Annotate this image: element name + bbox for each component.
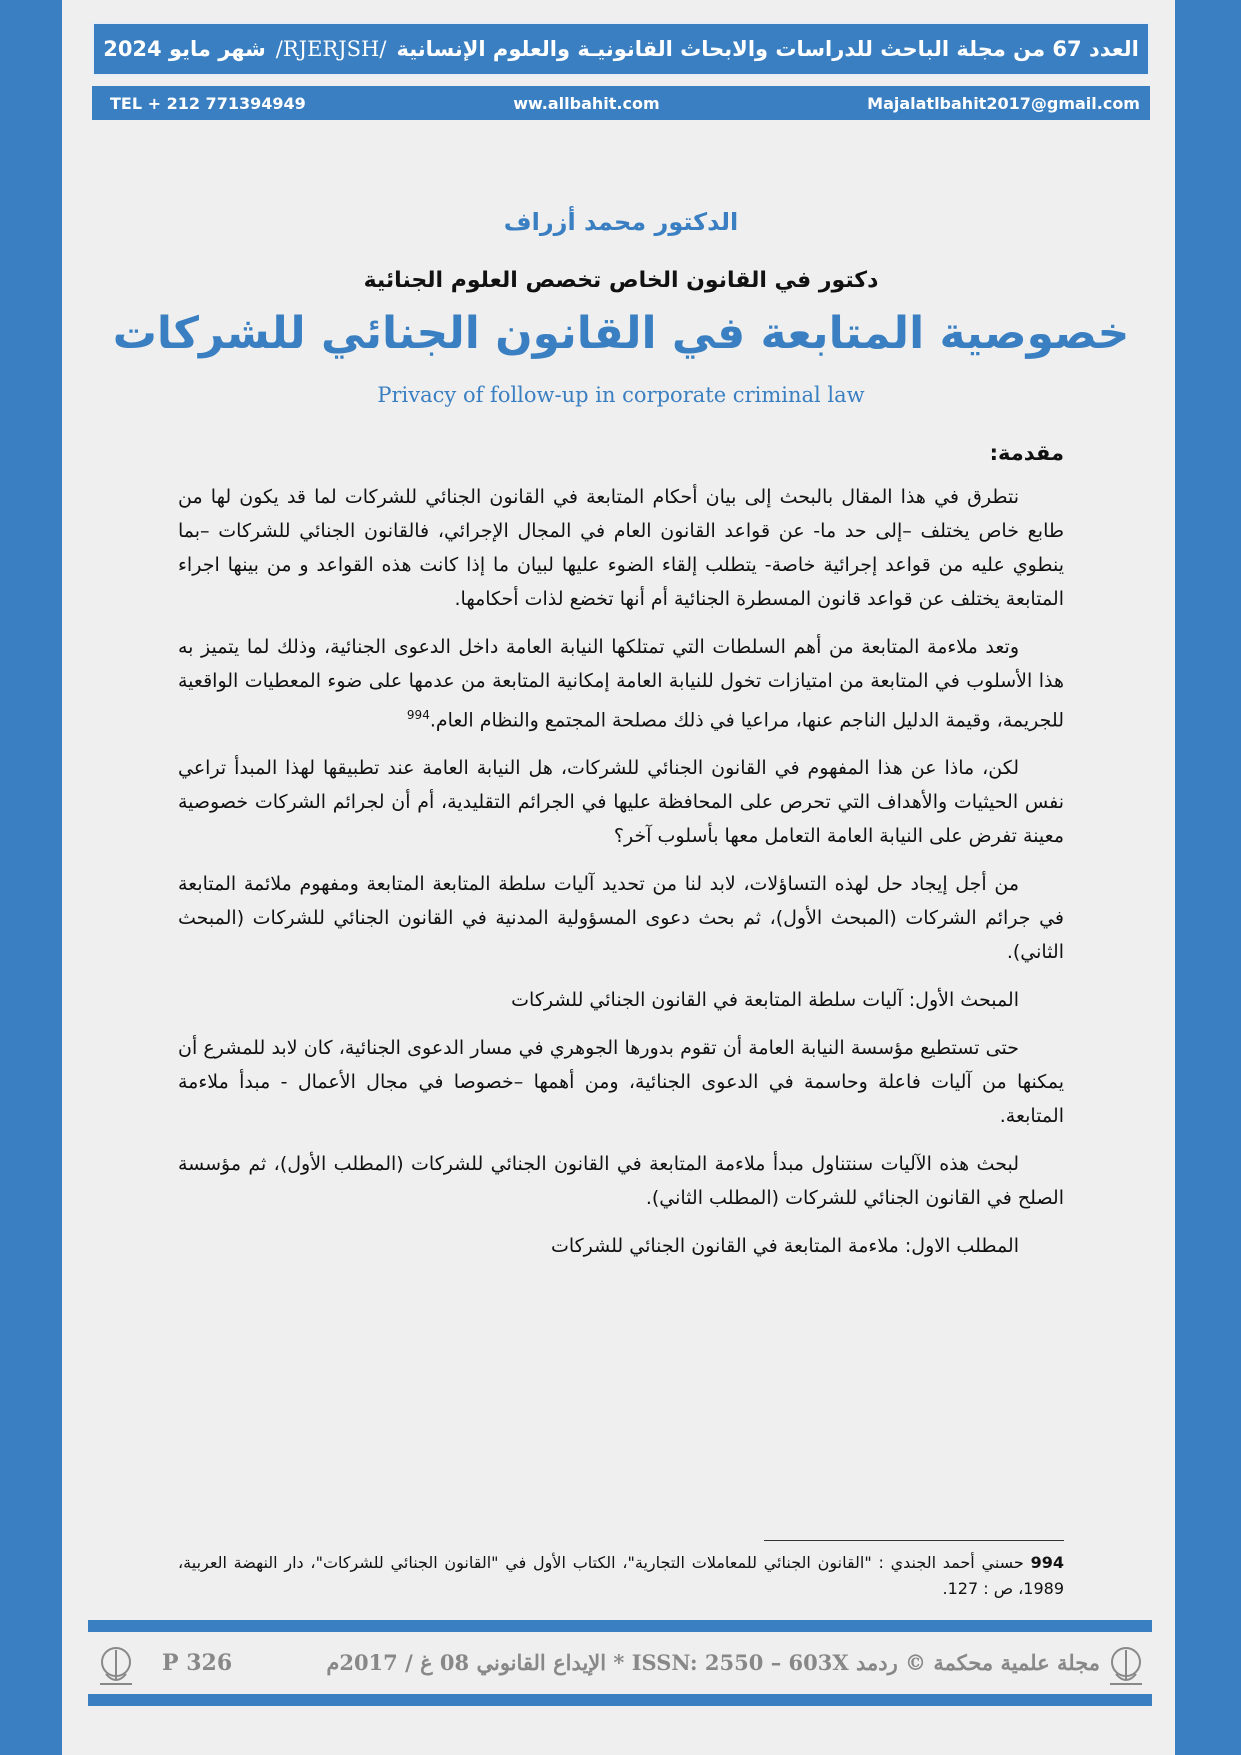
section-heading: المبحث الأول: آليات سلطة المتابعة في القانون الجنائي للشركات [511,989,1019,1012]
footnote-number: 994 [1030,1553,1064,1572]
journal-logo-icon [1100,1640,1152,1692]
footnote-ref[interactable]: 994 [406,708,430,722]
subsection-heading: المطلب الاول: ملاءمة المتابعة في القانون الجنائي للشركات [550,1235,1019,1258]
intro-heading: مقدمة: [989,441,1064,465]
journal-code: /RJERJSH/ [275,37,387,61]
footnote-text: حسني أحمد الجندي : "القانون الجنائي للمعاملات التجارية"، الكتاب الأول في "القانون الجنائي للشركات"، دار النهضة العربية، 1989، ص : 127. [178,1553,1064,1598]
paragraph [178,630,1064,737]
article-body [178,436,1064,1277]
contact-bar [92,86,1150,120]
paragraph: لبحث هذه الآليات سنتناول مبدأ ملاءمة المتابعة في القانون الجنائي للشركات (المطلب الأول)، ثم مؤسسة الصلح في القانون الجنائي للشركات (المطلب الثاني). [178,1153,1064,1210]
contact-email[interactable]: Majalatlbahit2017@gmail.com [867,93,1140,113]
author-degree: دكتور في القانون الخاص تخصص العلوم الجنائية [363,268,879,293]
author-name: الدكتور محمد أزراف [503,208,739,236]
footer-rule-bottom [88,1694,1152,1706]
journal-logo-icon [90,1640,142,1692]
paragraph-text: وتعد ملاءمة المتابعة من أهم السلطات التي تمتلكها النيابة العامة داخل الدعوى الجنائية، وذلك لما يتميز به هذا الأسلوب في المتابعة من امتيازات تخول للنيابة العامة إمكانية المتابعة من عدمها على ضوء المعطيات الواقعية للجريمة، وقيمة الدليل الناجم عنها، مراعيا في ذلك مصلحة المجتمع والنظام العام. [178,636,1064,732]
footnote [178,1550,1064,1602]
footer-rule-top [88,1620,1152,1632]
journal-header-bar [92,22,1150,76]
issue-month: شهر مايو 2024 [103,37,266,61]
paragraph: من أجل إيجاد حل لهذه التساؤلات، لابد لنا من تحديد آليات سلطة المتابعة المتابعة ومفهوم ملائمة المتابعة في جرائم الشركات (المبحث الأول)، ثم بحث دعوى المسؤولية المدنية في القانون الجنائي للشركات (المبحث الثاني). [178,873,1064,964]
page-number: P 326 [162,1650,233,1676]
article-subtitle: Privacy of follow-up in corporate criminal law [377,383,865,407]
article-title: خصوصية المتابعة في القانون الجنائي للشركات [112,308,1130,359]
contact-tel: TEL + 212 771394949 [110,93,306,113]
footnote-divider [764,1540,1064,1541]
paragraph: حتى تستطيع مؤسسة النيابة العامة أن تقوم بدورها الجوهري في مسار الدعوى الجنائية، كان لابد للمشرع أن يمكنها من آليات فاعلة وحاسمة في الدعوى الجنائية، ومن أهمها –خصوصا في مجال الأعمال - مبدأ ملاءمة المتابعة. [178,1037,1064,1128]
footer-issn-line: مجلة علمية محكمة © ردمد ISSN: 2550 – 603X * الإيداع القانوني 08 غ / 2017م [326,1650,1100,1675]
paragraph: لكن، ماذا عن هذا المفهوم في القانون الجنائي للشركات، هل النيابة العامة عند تطبيقها لهذا المبدأ تراعي نفس الحيثيات والأهداف التي تحرص على المحافظة عليها في الجرائم التقليدية، أم أن لجرائم الشركات خصوصية معينة تفرض على النيابة العامة التعامل معها بأسلوب آخر؟ [178,757,1064,848]
paragraph: نتطرق في هذا المقال بالبحث إلى بيان أحكام المتابعة في القانون الجنائي للشركات لما قد يكون لها من طابع خاص يختلف –إلى حد ما- عن قواعد القانون العام في المجال الإجرائي، فالقانون الجنائي للشركات –بما ينطوي عليه من قواعد إجرائية خاصة- يتطلب إلقاء الضوء عليها لبيان ما إذا كانت هذه القواعد و من بينها اجراء المتابعة يختلف عن قواعد قانون المسطرة الجنائية أم أنها تخضع لذات أحكامها. [178,486,1064,610]
contact-site[interactable]: ww.allbahit.com [513,93,660,113]
issue-line: العدد 67 من مجلة الباحث للدراسات والابحاث القانونيـة والعلوم الإنسانية [396,37,1139,61]
